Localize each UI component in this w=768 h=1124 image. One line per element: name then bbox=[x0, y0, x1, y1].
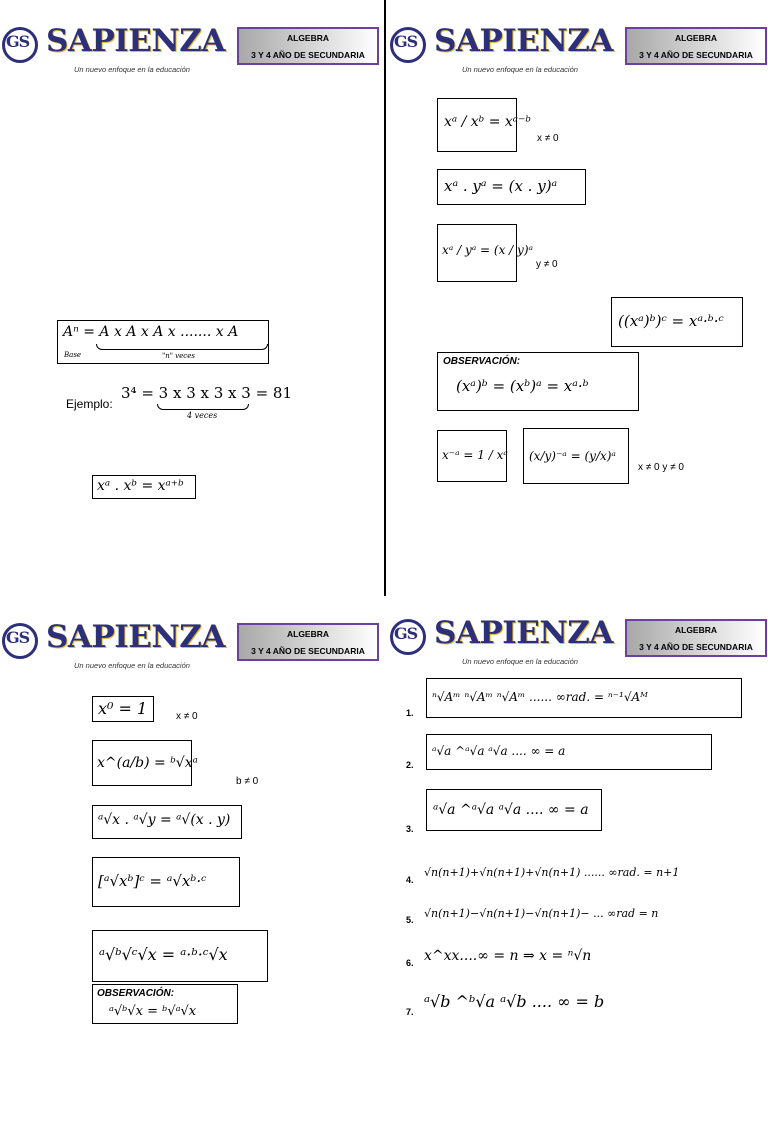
item-number: 6. bbox=[406, 958, 414, 968]
negative-exponent-condition: x ≠ 0 y ≠ 0 bbox=[638, 462, 684, 473]
base-label: Base bbox=[64, 351, 82, 359]
observation-label: OBSERVACIÓN: bbox=[97, 988, 175, 999]
nested-root-box bbox=[92, 930, 268, 982]
item-number: 2. bbox=[406, 760, 414, 770]
logo-initials: GS bbox=[394, 32, 418, 51]
root-product: ᵃ√x . ᵃ√y = ᵃ√(x . y) bbox=[98, 812, 231, 828]
brand-tagline: Un nuevo enfoque en la educación bbox=[74, 661, 190, 670]
quotient-condition: x ≠ 0 bbox=[537, 133, 559, 144]
example-label: Ejemplo: bbox=[66, 397, 113, 411]
quotient-rule: xᵃ / xᵇ = xᵃ⁻ᵇ bbox=[444, 114, 532, 130]
item-number: 4. bbox=[406, 875, 414, 885]
item-number: 5. bbox=[406, 915, 414, 925]
infinite-root-division: ᵃ√a ^ᵃ√a ᵃ√a .... ∞ = a bbox=[432, 744, 566, 758]
infinite-sqrt-difference: √n(n+1)−√n(n+1)−√n(n+1)− ... ∞rad = n bbox=[424, 907, 659, 920]
fractional-exponent-condition: b ≠ 0 bbox=[236, 776, 259, 787]
root-power-box bbox=[92, 857, 240, 907]
formula-box-1 bbox=[426, 678, 742, 718]
product-rule: xᵃ . xᵇ = xᵃ⁺ᵇ bbox=[97, 478, 184, 494]
item-number: 3. bbox=[406, 824, 414, 834]
power-quotient-box bbox=[437, 224, 534, 282]
subject-label: ALGEBRA bbox=[286, 629, 330, 639]
brand-tagline: Un nuevo enfoque en la educación bbox=[74, 65, 190, 74]
observation-label: OBSERVACIÓN: bbox=[443, 356, 521, 367]
logo-initials: GS bbox=[394, 624, 418, 643]
page-top-left bbox=[0, 0, 384, 512]
page-header bbox=[388, 614, 768, 674]
sapienza-logo bbox=[390, 617, 620, 667]
infinite-root-tower-b: ᵃ√b ^ᵇ√a ᵃ√b .... ∞ = b bbox=[424, 992, 605, 1011]
negative-exponent: x⁻ᵃ = 1 / xᵃ bbox=[442, 448, 508, 462]
brand-tagline: Un nuevo enfoque en la educación bbox=[462, 657, 578, 666]
subject-label: ALGEBRA bbox=[674, 625, 718, 635]
negative-exponent-fraction: (x/y)⁻ᵃ = (y/x)ᵃ bbox=[529, 449, 616, 463]
page-divider bbox=[384, 0, 386, 596]
root-product-box bbox=[92, 805, 242, 839]
root-power: [ᵃ√xᵇ]ᶜ = ᵃ√xᵇ·ᶜ bbox=[98, 872, 207, 890]
power-product: xᵃ . yᵃ = (x . y)ᵃ bbox=[444, 177, 558, 195]
power-quotient: xᵃ / yᵃ = (x / y)ᵃ bbox=[442, 243, 534, 257]
example-underbrace bbox=[157, 404, 249, 410]
power-definition-box bbox=[57, 320, 269, 364]
infinite-power-tower: x^xx....∞ = n ⇒ x = ⁿ√n bbox=[424, 948, 592, 964]
infinite-root-product: ⁿ√Aᵐ ⁿ√Aᵐ ⁿ√Aᵐ ...... ∞rad. = ⁿ⁻¹√Aᴹ bbox=[432, 690, 648, 704]
formula-box-2 bbox=[426, 734, 712, 770]
example-times-label: 4 veces bbox=[187, 411, 218, 420]
brand-tagline: Un nuevo enfoque en la educación bbox=[462, 65, 578, 74]
nested-root: ᵃ√ᵇ√ᶜ√x = ᵃ·ᵇ·ᶜ√x bbox=[99, 945, 228, 964]
sapienza-logo bbox=[2, 25, 232, 75]
power-definition: Aⁿ = A x A x A x ....... x A bbox=[63, 324, 239, 340]
zero-exponent-condition: x ≠ 0 bbox=[176, 711, 198, 722]
logo-initials: GS bbox=[6, 628, 30, 647]
page-header bbox=[0, 22, 384, 82]
page-header bbox=[0, 618, 384, 678]
subject-label: ALGEBRA bbox=[286, 33, 330, 43]
observation-box bbox=[92, 984, 238, 1024]
logo-initials: GS bbox=[6, 32, 30, 51]
sapienza-logo bbox=[2, 621, 232, 671]
level-label: 3 Y 4 AÑO DE SECUNDARIA bbox=[639, 642, 753, 652]
level-label: 3 Y 4 AÑO DE SECUNDARIA bbox=[251, 646, 365, 656]
course-badge bbox=[625, 619, 767, 657]
page-bottom-right bbox=[388, 612, 768, 1124]
power-of-power-box bbox=[611, 297, 743, 347]
level-label: 3 Y 4 AÑO DE SECUNDARIA bbox=[639, 50, 753, 60]
course-badge bbox=[237, 623, 379, 661]
sapienza-logo bbox=[390, 25, 620, 75]
infinite-root-tower-a: ᵃ√a ^ᵃ√a ᵃ√a .... ∞ = a bbox=[433, 802, 589, 818]
brand-name: SAPIENZA bbox=[46, 23, 225, 59]
item-number: 7. bbox=[406, 1007, 414, 1017]
zero-exponent-box bbox=[92, 696, 154, 722]
formula-box-3 bbox=[426, 789, 602, 831]
times-label: "n" veces bbox=[162, 352, 195, 360]
observation-expression: ᵃ√ᵇ√x = ᵇ√ᵃ√x bbox=[109, 1004, 197, 1019]
underbrace bbox=[96, 344, 268, 350]
infinite-sqrt-sum: √n(n+1)+√n(n+1)+√n(n+1) ...... ∞rad. = n+1 bbox=[424, 866, 680, 879]
quotient-rule-box bbox=[437, 98, 532, 152]
course-badge bbox=[625, 27, 767, 65]
power-quotient-condition: y ≠ 0 bbox=[536, 259, 558, 270]
power-product-box bbox=[437, 169, 586, 205]
subject-label: ALGEBRA bbox=[674, 33, 718, 43]
brand-name: SAPIENZA bbox=[46, 619, 225, 655]
page-top-right bbox=[388, 0, 768, 512]
fractional-exponent-box bbox=[92, 740, 198, 786]
fractional-exponent: x^(a/b) = ᵇ√xᵃ bbox=[97, 755, 198, 771]
page-bottom-left bbox=[0, 612, 384, 1124]
observation-box bbox=[437, 352, 639, 411]
item-number: 1. bbox=[406, 708, 414, 718]
observation-expression: (xᵃ)ᵇ = (xᵇ)ᵃ = xᵃ·ᵇ bbox=[456, 377, 589, 395]
brand-name: SAPIENZA bbox=[434, 615, 613, 651]
level-label: 3 Y 4 AÑO DE SECUNDARIA bbox=[251, 50, 365, 60]
page-header bbox=[388, 22, 768, 82]
course-badge bbox=[237, 27, 379, 65]
power-of-power: ((xᵃ)ᵇ)ᶜ = xᵃ·ᵇ·ᶜ bbox=[618, 312, 724, 330]
zero-exponent: x⁰ = 1 bbox=[98, 699, 148, 718]
negative-exponent-box bbox=[437, 430, 507, 482]
product-rule-box bbox=[92, 475, 196, 499]
example-expression: 3⁴ = 3 x 3 x 3 x 3 = 81 bbox=[121, 384, 293, 402]
brand-name: SAPIENZA bbox=[434, 23, 613, 59]
negative-exponent-fraction-box bbox=[523, 428, 629, 484]
